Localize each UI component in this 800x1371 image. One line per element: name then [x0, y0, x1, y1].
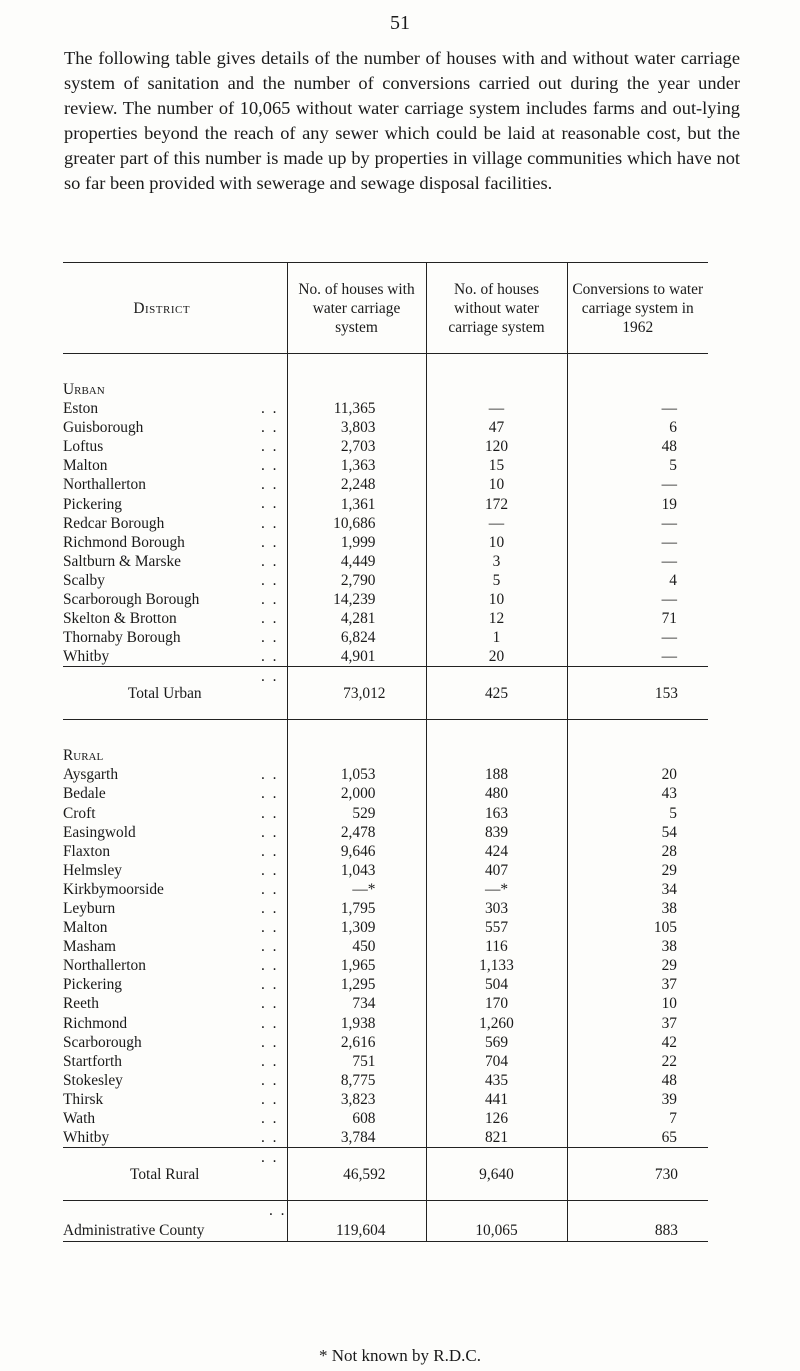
houses-with-water-cell: 4,449 — [287, 552, 426, 571]
total-rural-with: 46,592 — [287, 1148, 426, 1201]
urban-district-name: Malton . . — [63, 457, 279, 475]
table-row — [63, 399, 708, 418]
leader-dots: . . — [260, 899, 279, 917]
table-row — [63, 437, 708, 456]
total-rural-row — [63, 1148, 708, 1201]
rural-district-name: Malton . . — [63, 919, 279, 937]
leader-dots: . . — [260, 880, 279, 898]
houses-without-water-cell: 163 — [426, 804, 567, 823]
table-row — [63, 494, 708, 513]
total-urban-row — [63, 667, 708, 720]
houses-without-water-cell: — — [426, 399, 567, 418]
houses-without-water-cell: 47 — [426, 418, 567, 437]
houses-without-water-cell: 569 — [426, 1033, 567, 1052]
table-row — [63, 1090, 708, 1109]
header-district: District — [63, 263, 287, 354]
houses-without-water-cell: 172 — [426, 494, 567, 513]
leader-dots: . . — [260, 1129, 279, 1147]
rural-total-section — [63, 1148, 708, 1243]
leader-dots: . . — [260, 823, 279, 841]
houses-without-water-cell: 557 — [426, 918, 567, 937]
houses-with-water-cell: 10,686 — [287, 514, 426, 533]
houses-with-water-cell: 734 — [287, 994, 426, 1013]
conversions-cell: 22 — [567, 1052, 708, 1071]
leader-dots: . . — [260, 1149, 279, 1167]
leader-dots: . . — [260, 648, 279, 666]
houses-without-water-cell: 126 — [426, 1109, 567, 1128]
table-row — [63, 514, 708, 533]
houses-without-water-cell: 5 — [426, 571, 567, 590]
conversions-cell: 105 — [567, 918, 708, 937]
conversions-cell: 5 — [567, 804, 708, 823]
leader-dots: . . — [260, 495, 279, 513]
houses-with-water-cell: 2,000 — [287, 784, 426, 803]
houses-without-water-cell: 120 — [426, 437, 567, 456]
houses-without-water-cell: 10 — [426, 533, 567, 552]
urban-section — [63, 354, 708, 667]
houses-with-water-cell: 529 — [287, 804, 426, 823]
conversions-cell: — — [567, 647, 708, 667]
houses-without-water-cell: 3 — [426, 552, 567, 571]
leader-dots: . . — [260, 590, 279, 608]
rural-district-name: Reeth . . — [63, 995, 279, 1013]
conversions-cell: 48 — [567, 437, 708, 456]
conversions-cell: — — [567, 514, 708, 533]
table-row — [63, 956, 708, 975]
leader-dots: . . — [260, 957, 279, 975]
rural-district-name: Croft . . — [63, 804, 279, 822]
conversions-cell: 6 — [567, 418, 708, 437]
houses-with-water-cell: 1,965 — [287, 956, 426, 975]
conversions-cell: 19 — [567, 494, 708, 513]
table-row — [63, 418, 708, 437]
footnote: * Not known by R.D.C. — [319, 1346, 481, 1365]
table-row — [63, 628, 708, 647]
conversions-cell: 37 — [567, 1014, 708, 1033]
leader-dots: . . — [260, 976, 279, 994]
rural-heading: Rural — [63, 747, 104, 765]
leader-dots: . . — [260, 668, 279, 686]
table-bottom-rule — [63, 1242, 708, 1243]
houses-with-water-cell: 3,803 — [287, 418, 426, 437]
houses-without-water-cell: 188 — [426, 765, 567, 784]
conversions-cell: — — [567, 399, 708, 418]
conversions-cell: 28 — [567, 842, 708, 861]
houses-with-water-cell: 1,309 — [287, 918, 426, 937]
houses-with-water-cell: 2,790 — [287, 571, 426, 590]
rural-district-name: Thirsk . . — [63, 1090, 279, 1108]
houses-with-water-cell: 1,043 — [287, 861, 426, 880]
houses-without-water-cell: —* — [426, 880, 567, 899]
houses-without-water-cell: 10 — [426, 475, 567, 494]
total-rural-label: Total Rural . . — [63, 1148, 287, 1201]
conversions-cell: — — [567, 628, 708, 647]
table-row — [63, 842, 708, 861]
conversions-cell: 37 — [567, 975, 708, 994]
conversions-cell: 10 — [567, 994, 708, 1013]
leader-dots: . . — [260, 1090, 279, 1108]
conversions-cell: — — [567, 552, 708, 571]
houses-without-water-cell: 1,260 — [426, 1014, 567, 1033]
houses-with-water-cell: 608 — [287, 1109, 426, 1128]
leader-dots: . . — [260, 919, 279, 937]
rural-district-name: Aysgarth . . — [63, 766, 279, 784]
conversions-cell: 7 — [567, 1109, 708, 1128]
leader-dots: . . — [260, 938, 279, 956]
conversions-cell: 48 — [567, 1071, 708, 1090]
table-row — [63, 823, 708, 842]
sanitation-table — [63, 262, 708, 1242]
houses-without-water-cell: 170 — [426, 994, 567, 1013]
urban-district-name: Scalby . . — [63, 571, 279, 589]
houses-with-water-cell: 1,295 — [287, 975, 426, 994]
urban-district-name: Whitby . . — [63, 648, 279, 666]
houses-with-water-cell: 4,281 — [287, 609, 426, 628]
houses-without-water-cell: 407 — [426, 861, 567, 880]
leader-dots: . . — [260, 571, 279, 589]
houses-without-water-cell: 116 — [426, 937, 567, 956]
houses-with-water-cell: 2,616 — [287, 1033, 426, 1052]
leader-dots: . . — [260, 861, 279, 879]
houses-without-water-cell: 15 — [426, 456, 567, 475]
urban-district-name: Northallerton . . — [63, 476, 279, 494]
table-row — [63, 1109, 708, 1128]
houses-without-water-cell: 480 — [426, 784, 567, 803]
houses-without-water-cell: 12 — [426, 609, 567, 628]
urban-district-name: Redcar Borough . . — [63, 514, 279, 532]
houses-without-water-cell: 424 — [426, 842, 567, 861]
houses-with-water-cell: 1,053 — [287, 765, 426, 784]
administrative-county-row — [63, 1201, 708, 1242]
houses-with-water-cell: 1,363 — [287, 456, 426, 475]
rural-district-name: Startforth . . — [63, 1052, 279, 1070]
houses-without-water-cell: 10 — [426, 590, 567, 609]
urban-district-name: Saltburn & Marske . . — [63, 552, 279, 570]
houses-with-water-cell: 2,703 — [287, 437, 426, 456]
conversions-cell: 71 — [567, 609, 708, 628]
rural-district-name: Whitby . . — [63, 1129, 279, 1147]
table-row — [63, 784, 708, 803]
total-urban-label: Total Urban . . — [63, 667, 287, 720]
leader-dots: . . — [260, 514, 279, 532]
intro-paragraph: The following table gives details of the number of houses with and without water carriage system of sanitation and the number of conversions carried out during the year under review. The number of 10,065 without water carriage system includes farms and out-lying properties beyond the reach of any sewer which could be laid at reasonable cost, but the greater part of this number is made up by properties in village communities which have not so far been provided with sewerage and sewage disposal facilities. — [64, 48, 740, 193]
houses-with-water-cell: 2,478 — [287, 823, 426, 842]
rural-district-name: Easingwold . . — [63, 823, 279, 841]
leader-dots: . . — [260, 1033, 279, 1051]
houses-with-water-cell: 6,824 — [287, 628, 426, 647]
admin-county-label: Administrative County . . — [63, 1202, 287, 1239]
total-rural-conversions: 730 — [567, 1148, 708, 1201]
table-row — [63, 975, 708, 994]
houses-without-water-cell: 1,133 — [426, 956, 567, 975]
table-row — [63, 533, 708, 552]
table-row — [63, 861, 708, 880]
houses-without-water-cell: 20 — [426, 647, 567, 667]
table-row — [63, 937, 708, 956]
houses-without-water-cell: 504 — [426, 975, 567, 994]
rural-district-name: Scarborough . . — [63, 1033, 279, 1051]
conversions-cell: 38 — [567, 937, 708, 956]
table-row — [63, 880, 708, 899]
leader-dots: . . — [260, 804, 279, 822]
houses-without-water-cell: 821 — [426, 1128, 567, 1148]
total-urban-with: 73,012 — [287, 667, 426, 720]
leader-dots: . . — [260, 995, 279, 1013]
leader-dots: . . — [260, 610, 279, 628]
conversions-cell: 65 — [567, 1128, 708, 1148]
conversions-cell: 38 — [567, 899, 708, 918]
leader-dots: . . — [260, 1014, 279, 1032]
houses-with-water-cell: —* — [287, 880, 426, 899]
urban-district-name: Scarborough Borough . . — [63, 590, 279, 608]
leader-dots: . . — [260, 1052, 279, 1070]
table-row — [63, 899, 708, 918]
table-row — [63, 1071, 708, 1090]
conversions-cell: 5 — [567, 456, 708, 475]
leader-dots: . . — [260, 1110, 279, 1127]
total-rural-without: 9,640 — [426, 1148, 567, 1201]
conversions-cell: 39 — [567, 1090, 708, 1109]
conversions-cell: 34 — [567, 880, 708, 899]
table-row — [63, 804, 708, 823]
houses-with-water-cell: 1,999 — [287, 533, 426, 552]
leader-dots: . . — [268, 1202, 287, 1220]
header-with-water: No. of houses with water carriage system — [287, 263, 426, 354]
urban-district-name: Eston . . — [63, 400, 279, 418]
urban-district-name: Richmond Borough . . — [63, 533, 279, 551]
page-number: 51 — [390, 12, 410, 34]
houses-with-water-cell: 8,775 — [287, 1071, 426, 1090]
rural-district-name: Masham . . — [63, 938, 279, 956]
houses-with-water-cell: 9,646 — [287, 842, 426, 861]
houses-with-water-cell: 4,901 — [287, 647, 426, 667]
houses-without-water-cell: 704 — [426, 1052, 567, 1071]
conversions-cell: 29 — [567, 956, 708, 975]
section-heading-row — [63, 720, 708, 766]
houses-with-water-cell: 1,938 — [287, 1014, 426, 1033]
houses-with-water-cell: 3,823 — [287, 1090, 426, 1109]
rural-district-name: Helmsley . . — [63, 861, 279, 879]
urban-district-name: Loftus . . — [63, 438, 279, 456]
conversions-cell: 20 — [567, 765, 708, 784]
leader-dots: . . — [260, 400, 279, 417]
table-row — [63, 647, 708, 667]
urban-district-name: Skelton & Brotton . . — [63, 610, 279, 628]
rural-district-name: Leyburn . . — [63, 899, 279, 918]
table-row — [63, 1128, 708, 1148]
total-urban-without: 425 — [426, 667, 567, 720]
conversions-cell: 29 — [567, 861, 708, 880]
conversions-cell: — — [567, 475, 708, 494]
houses-with-water-cell: 450 — [287, 937, 426, 956]
table-row — [63, 1033, 708, 1052]
leader-dots: . . — [260, 438, 279, 456]
admin-county-conversions: 883 — [567, 1201, 708, 1242]
houses-with-water-cell: 11,365 — [287, 399, 426, 418]
leader-dots: . . — [260, 533, 279, 551]
rural-section — [63, 720, 708, 1148]
section-heading-row — [63, 354, 708, 400]
leader-dots: . . — [260, 1071, 279, 1089]
leader-dots: . . — [260, 629, 279, 647]
table-row — [63, 765, 708, 784]
leader-dots: . . — [260, 785, 279, 803]
rural-district-name: Richmond . . — [63, 1014, 279, 1032]
houses-with-water-cell: 751 — [287, 1052, 426, 1071]
rural-district-name: Stokesley . . — [63, 1071, 279, 1089]
conversions-cell: 43 — [567, 784, 708, 803]
table-row — [63, 1014, 708, 1033]
rural-district-name: Wath . . — [63, 1110, 279, 1128]
table-row — [63, 918, 708, 937]
rural-district-name: Pickering . . — [63, 976, 279, 994]
houses-without-water-cell: — — [426, 514, 567, 533]
houses-without-water-cell: 839 — [426, 823, 567, 842]
leader-dots: . . — [260, 842, 279, 860]
houses-with-water-cell: 1,361 — [287, 494, 426, 513]
admin-county-with: 119,604 — [287, 1201, 426, 1242]
conversions-cell: — — [567, 533, 708, 552]
conversions-cell: — — [567, 590, 708, 609]
conversions-cell: 42 — [567, 1033, 708, 1052]
houses-without-water-cell: 441 — [426, 1090, 567, 1109]
houses-without-water-cell: 303 — [426, 899, 567, 918]
table-row — [63, 456, 708, 475]
houses-without-water-cell: 1 — [426, 628, 567, 647]
rural-district-name: Flaxton . . — [63, 842, 279, 860]
rural-district-name: Northallerton . . — [63, 957, 279, 975]
total-urban-conversions: 153 — [567, 667, 708, 720]
header-without-water: No. of houses without water carriage system — [426, 263, 567, 354]
urban-district-name: Thornaby Borough . . — [63, 629, 279, 647]
table-row — [63, 475, 708, 494]
leader-dots: . . — [260, 419, 279, 437]
leader-dots: . . — [260, 476, 279, 494]
table-row — [63, 1052, 708, 1071]
admin-county-without: 10,065 — [426, 1201, 567, 1242]
table-row — [63, 571, 708, 590]
leader-dots: . . — [260, 552, 279, 570]
leader-dots: . . — [260, 766, 279, 784]
table-row — [63, 994, 708, 1013]
table-row — [63, 552, 708, 571]
rural-district-name: Kirkbymoorside . . — [63, 880, 279, 898]
houses-without-water-cell: 435 — [426, 1071, 567, 1090]
table-row — [63, 590, 708, 609]
table-row — [63, 609, 708, 628]
conversions-cell: 4 — [567, 571, 708, 590]
urban-district-name: Guisborough . . — [63, 419, 279, 437]
houses-with-water-cell: 2,248 — [287, 475, 426, 494]
rural-district-name: Bedale . . — [63, 785, 279, 803]
urban-heading: Urban — [63, 381, 105, 398]
urban-district-name: Pickering . . — [63, 495, 279, 513]
conversions-cell: 54 — [567, 823, 708, 842]
houses-with-water-cell: 1,795 — [287, 899, 426, 918]
leader-dots: . . — [260, 457, 279, 475]
houses-with-water-cell: 14,239 — [287, 590, 426, 609]
header-conversions: Conversions to water carriage system in 1962 — [567, 263, 708, 354]
sanitation-table-container — [63, 262, 708, 1242]
table-header-row — [63, 263, 708, 354]
houses-with-water-cell: 3,784 — [287, 1128, 426, 1148]
urban-total-section — [63, 667, 708, 720]
